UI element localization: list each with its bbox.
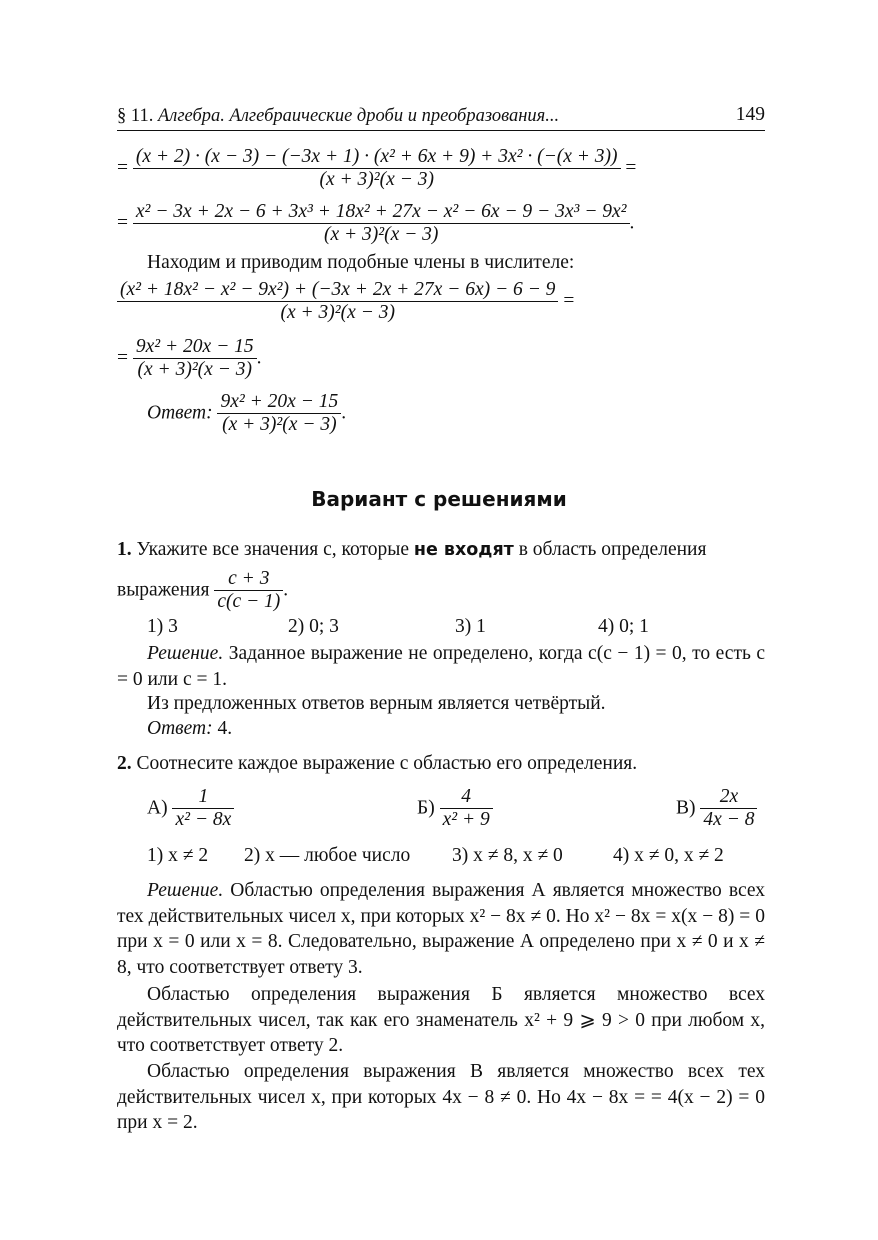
task-1-answer-label: Ответ: bbox=[147, 718, 213, 739]
task-1-text-bold: не входят bbox=[413, 540, 514, 560]
task-2-line-1 bbox=[117, 753, 637, 775]
task-1-line-2: выражения $\frac{c + 3}{c(c - 1)}$ . bbox=[117, 568, 289, 612]
task-2-text: Соотнесите каждое выражение с областью его определения. bbox=[136, 753, 638, 774]
expr-b-numerator: 4 bbox=[461, 786, 472, 807]
formula-3-denominator: (x + 3)²(x − 3) bbox=[117, 301, 558, 324]
domain-option-4: 4) x ≠ 0, x ≠ 2 bbox=[613, 845, 724, 866]
task-1-option-2: 2) 0; 3 bbox=[288, 616, 339, 637]
formula-4-numerator: 9x² + 20x − 15 bbox=[135, 336, 254, 357]
like-terms-intro: Находим и приводим подобные члены в числителе: bbox=[147, 252, 575, 273]
task-1-option-1: 1) 3 bbox=[147, 616, 178, 637]
page-number: 149 bbox=[735, 104, 765, 125]
formula-line-3: $\frac{\text{(x² + 18x² − x² − 9x²) + (−3x + 2x + 27x − 6x) − 6 − 9}}{\text{(x + 3)²(x − 3)}}$ = bbox=[117, 279, 574, 324]
task-1-answer-value: 4. bbox=[217, 718, 233, 739]
task-1-option-4: 4) 0; 1 bbox=[598, 616, 649, 637]
expr-c-denominator: 4x − 8 bbox=[700, 808, 757, 831]
task-1-text-c: выражения bbox=[117, 579, 210, 601]
formula-1-denominator: (x + 3)²(x − 3) bbox=[133, 168, 621, 191]
expr-a-label: А) bbox=[147, 797, 168, 819]
expr-c-label: В) bbox=[676, 797, 696, 819]
header-section: § 11. bbox=[117, 106, 154, 126]
answer-denominator: (x + 3)²(x − 3) bbox=[217, 413, 341, 436]
formula-2-denominator: (x + 3)²(x − 3) bbox=[133, 223, 630, 246]
expr-a-numerator: 1 bbox=[198, 786, 209, 807]
formula-line-1: = (x + 2) · (x − 3) − (−3x + 1) · (x² + 6x + 9) + 3x² · (−(x + 3)) (x + 3)²(x − 3) = bbox=[117, 146, 637, 190]
task-1-solution-label: Решение. bbox=[147, 643, 224, 664]
domain-option-2: 2) x — любое число bbox=[244, 845, 411, 866]
task-2-solution-p1-text: Областью определения выражения А является множество всех тех действительных чисел x, при которых x² − 8x ≠ 0. Но x² − 8x = x(x − 8) = 0 при x = 0 или x = 8. Следовательно, выражение А определено при x ≠ 0 и x ≠ 8, что соответствует ответу 3. bbox=[117, 880, 766, 978]
expr-a-denominator: x² − 8x bbox=[172, 808, 234, 831]
task-2-number: 2. bbox=[117, 753, 132, 774]
task-2-expr-c bbox=[676, 786, 757, 831]
task-1-answer bbox=[147, 718, 232, 740]
answer-line: Ответ: $\frac{\text{9x² + 20x − 15}}{\text{(x + 3)²(x − 3)}}$ . bbox=[147, 391, 347, 435]
task-1-number: 1. bbox=[117, 539, 132, 560]
domain-option-1: 1) x ≠ 2 bbox=[147, 845, 209, 866]
task-1-conclusion: Из предложенных ответов верным является четвёртый. bbox=[147, 693, 606, 714]
header-title-line bbox=[117, 106, 559, 127]
formula-1-numerator: (x + 2) · (x − 3) − (−3x + 1) · (x² + 6x + 9) + 3x² · (−(x + 3)) bbox=[135, 146, 618, 167]
formula-3-numerator: (x² + 18x² − x² − 9x²) + (−3x + 2x + 27x − 6x) − 6 − 9 bbox=[120, 279, 556, 300]
task-1-text-b: в область определения bbox=[518, 539, 707, 560]
task-1-solution bbox=[117, 641, 765, 692]
formula-4-denominator: (x + 3)²(x − 3) bbox=[133, 358, 257, 381]
task-2-expr-b bbox=[417, 786, 493, 831]
task-1-text-a: Укажите все значения c, которые bbox=[136, 539, 409, 560]
task-2-solution-p3: Областью определения выражения В является множество всех тех действительных чисел x, при которых 4x − 8 ≠ 0. Но 4x − 8x = = 4(x − 2) = 0 при x = 2. bbox=[117, 1061, 765, 1133]
task-2-solution-p2: Областью определения выражения Б является множество всех действительных чисел, так как его знаменатель x² + 9 ⩾ 9 > 0 при любом x, что соответствует ответу 2. bbox=[117, 984, 765, 1056]
answer-label: Ответ: bbox=[147, 402, 213, 424]
domain-option-3: 3) x ≠ 8, x ≠ 0 bbox=[452, 845, 563, 866]
task-2-solution-label: Решение. bbox=[147, 880, 224, 901]
header-title: Алгебра. Алгебраические дроби и преобразования... bbox=[157, 106, 560, 126]
formula-2-numerator: x² − 3x + 2x − 6 + 3x³ + 18x² + 27x − x² − 6x − 9 − 3x³ − 9x² bbox=[135, 201, 627, 222]
section-title: Вариант с решениями bbox=[311, 487, 567, 511]
answer-numerator: 9x² + 20x − 15 bbox=[220, 391, 339, 412]
running-header bbox=[117, 104, 765, 131]
task-2-solution-p1 bbox=[117, 878, 765, 980]
task-1-option-3: 3) 1 bbox=[455, 616, 486, 637]
expr-c-numerator: 2x bbox=[719, 786, 739, 807]
task-1-expr-numerator: c + 3 bbox=[228, 568, 270, 589]
formula-line-2: = x² − 3x + 2x − 6 + 3x³ + 18x² + 27x − x² − 6x − 9 − 3x³ − 9x² (x + 3)²(x − 3) . bbox=[117, 201, 635, 245]
task-2-expr-a bbox=[147, 786, 234, 831]
task-1-line-1 bbox=[117, 539, 706, 561]
task-2-domains bbox=[147, 845, 767, 869]
expr-b-label: Б) bbox=[417, 797, 435, 819]
task-1-expr-denominator: c(c − 1) bbox=[214, 590, 283, 613]
expr-b-denominator: x² + 9 bbox=[440, 808, 493, 831]
task-1-solution-text: Заданное выражение не определено, когда c(c − 1) = 0, то есть c = 0 или c = 1. bbox=[117, 643, 766, 690]
task-1-options bbox=[147, 616, 767, 640]
formula-line-4: = $\frac{\text{9x² + 20x − 15}}{\text{(x + 3)²(x − 3)}}$ . bbox=[117, 336, 262, 380]
